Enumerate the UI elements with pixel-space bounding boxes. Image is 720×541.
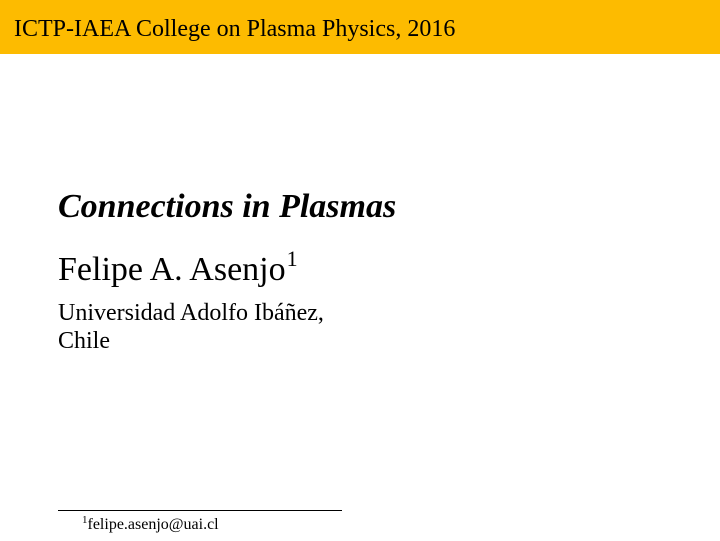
author-footnote-mark: 1 [286, 246, 298, 271]
author-name: Felipe A. Asenjo [58, 251, 286, 288]
header-bar [0, 0, 720, 54]
footnote-mark: 1 [82, 514, 88, 526]
affiliation-country: Chile [58, 328, 110, 354]
slide-title: Connections in Plasmas [58, 188, 397, 225]
footnote-email: felipe.asenjo@uai.cl [87, 516, 219, 533]
author-line [58, 246, 298, 293]
footnote [82, 515, 219, 536]
header-title: ICTP-IAEA College on Plasma Physics, 2016 [14, 16, 456, 42]
footnote-divider [58, 510, 342, 511]
affiliation-institution: Universidad Adolfo Ibáñez, [58, 300, 324, 326]
affiliation [58, 299, 324, 355]
